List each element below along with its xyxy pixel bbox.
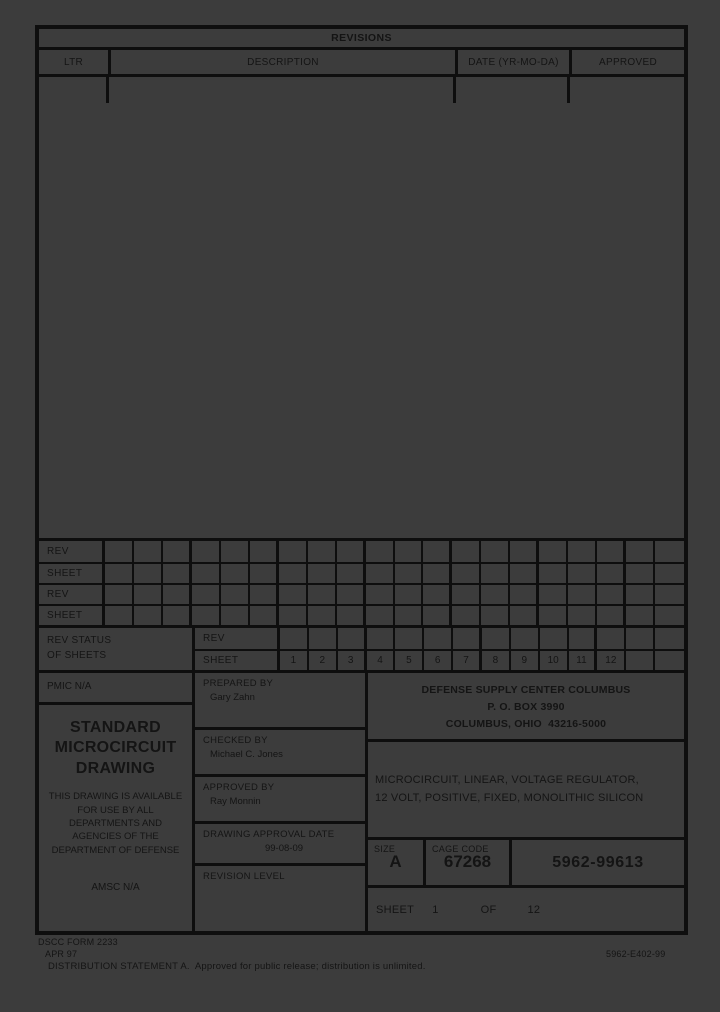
- rev-grid-cell: [192, 562, 221, 583]
- sheet-number-cell: 12: [597, 649, 626, 670]
- rev-status-cell: [597, 628, 626, 649]
- rev-status-label-line1: REV STATUS: [47, 635, 112, 646]
- rev-grid-cell: [105, 541, 134, 562]
- cage-code-label: CAGE CODE: [432, 844, 489, 854]
- rev-grid-cell: [163, 604, 192, 625]
- rev-grid-cell: [308, 604, 337, 625]
- rev-grid-cell: [626, 562, 655, 583]
- rev-grid-cell: [510, 604, 539, 625]
- form-number: DSCC FORM 2233: [38, 937, 118, 947]
- rev-status-cell: [367, 628, 396, 649]
- rev-grid-cell: [250, 583, 279, 604]
- rev-grid-cell: [423, 604, 452, 625]
- drawing-number: 5962-99613: [552, 853, 644, 871]
- rev-grid-cell: [395, 583, 424, 604]
- col-header-date: DATE (YR-MO-DA): [455, 50, 569, 74]
- sheet-number-cell: 7: [453, 649, 482, 670]
- revision-level-cell: [195, 866, 365, 931]
- agency-cell: [368, 673, 684, 742]
- rev-grid-cell: [395, 541, 424, 562]
- rev-grid-cell: [568, 583, 597, 604]
- rev-grid-cell: [221, 604, 250, 625]
- rev-grid-cell: [163, 583, 192, 604]
- sheet-number-cell: 4: [367, 649, 396, 670]
- rev-grid-cell: [510, 583, 539, 604]
- rev-grid-cell: [279, 562, 308, 583]
- rev-grid-cell: [279, 583, 308, 604]
- rev-grid-cell: [423, 583, 452, 604]
- rev-grid-cell: [366, 604, 395, 625]
- rev-grid-cell: [423, 541, 452, 562]
- cage-code-cell: [426, 840, 512, 885]
- rev-grid-cell: [452, 604, 481, 625]
- sheet-number-cell: 11: [569, 649, 598, 670]
- rev-status-cell: [655, 628, 684, 649]
- rev-grid-cell: [134, 583, 163, 604]
- rev-grid-cell: [337, 541, 366, 562]
- checked-by-label: CHECKED BY: [203, 735, 268, 746]
- rev-status-cell: [540, 628, 569, 649]
- column-divider-stub: [567, 77, 570, 103]
- rev-grid-cell: [337, 562, 366, 583]
- sheet-number-cell: 10: [540, 649, 569, 670]
- revisions-header-row: [39, 50, 684, 77]
- form-date: APR 97: [45, 949, 78, 959]
- rev-grid-cell: [366, 583, 395, 604]
- rev-grid-cell: [163, 562, 192, 583]
- rev-grid-cell: [395, 604, 424, 625]
- sheet-number-cell: [655, 649, 684, 670]
- rev-grid-cell: [655, 583, 684, 604]
- rev-status-row-label-rev: REV: [195, 628, 280, 649]
- prepared-by-cell: [195, 673, 365, 730]
- col-header-approved: APPROVED: [569, 50, 684, 74]
- rev-grid-cell: [510, 562, 539, 583]
- rev-status-cell: [395, 628, 424, 649]
- sheet-number-cell: 6: [424, 649, 453, 670]
- rev-grid-cell: [597, 604, 626, 625]
- title-block-signature-column: [195, 673, 368, 931]
- prepared-by-label: PREPARED BY: [203, 678, 274, 689]
- rev-grid-cell: [279, 541, 308, 562]
- rev-grid-cell: [655, 562, 684, 583]
- rev-grid-cell: [221, 541, 250, 562]
- rev-grid-cell: [134, 604, 163, 625]
- col-header-ltr: LTR: [63, 56, 84, 68]
- sheet-number-cell: 2: [309, 649, 338, 670]
- rev-grid-cell: [105, 562, 134, 583]
- rev-grid-cell: [655, 541, 684, 562]
- sheet-total: 12: [527, 903, 541, 916]
- rev-grid-row-label: REV: [39, 541, 105, 562]
- rev-grid-cell: [597, 541, 626, 562]
- rev-grid-cell: [452, 562, 481, 583]
- approval-date-label: DRAWING APPROVAL DATE: [203, 829, 335, 840]
- smd-title: STANDARD MICROCIRCUIT DRAWING: [54, 719, 177, 777]
- prepared-by-name: Gary Zahn: [210, 692, 255, 703]
- device-title-line1: MICROCIRCUIT, LINEAR, VOLTAGE REGULATOR,: [375, 774, 639, 787]
- rev-grid-cell: [568, 604, 597, 625]
- rev-status-cell: [569, 628, 598, 649]
- rev-grid-cell: [568, 541, 597, 562]
- rev-grid-cell: [597, 583, 626, 604]
- sheet-number-cell: 5: [395, 649, 424, 670]
- rev-grid-cell: [192, 541, 221, 562]
- rev-grid-cell: [366, 562, 395, 583]
- rev-grid-cell: [626, 541, 655, 562]
- rev-grid-cell: [597, 562, 626, 583]
- rev-grid-cell: [163, 541, 192, 562]
- rev-status-cell: [424, 628, 453, 649]
- pmic-cell: PMIC N/A: [39, 673, 192, 705]
- document-id: 5962-E402-99: [606, 949, 666, 959]
- approval-date-cell: [195, 824, 365, 866]
- revisions-title: REVISIONS: [39, 29, 684, 50]
- rev-grid-cell: [279, 604, 308, 625]
- smd-form: [35, 25, 688, 935]
- rev-grid-cell: [134, 562, 163, 583]
- rev-grid-cell: [452, 583, 481, 604]
- rev-grid-cell: [481, 583, 510, 604]
- approval-date-value: 99-08-09: [264, 843, 304, 854]
- rev-grid-row-label: SHEET: [39, 604, 105, 625]
- rev-grid-cell: [481, 541, 510, 562]
- rev-grid-cell: [337, 604, 366, 625]
- checked-by-name: Michael C. Jones: [210, 749, 283, 760]
- rev-grid-cell: [308, 541, 337, 562]
- rev-grid-row-label: REV: [39, 583, 105, 604]
- sheet-number-cell: [626, 649, 655, 670]
- approved-by-label: APPROVED BY: [203, 782, 275, 793]
- sheet-row: [368, 888, 684, 931]
- device-title-cell: [368, 742, 684, 840]
- size-value: A: [389, 852, 402, 871]
- rev-grid-cell: [308, 562, 337, 583]
- rev-grid-cell: [192, 604, 221, 625]
- rev-grid-cell: [250, 604, 279, 625]
- rev-status-label-line2: OF SHEETS: [47, 650, 107, 661]
- size-cell: [368, 840, 426, 885]
- rev-grid-cell: [221, 562, 250, 583]
- smd-cell: [39, 705, 192, 931]
- approved-by-cell: [195, 777, 365, 824]
- rev-grid-cell: [539, 562, 568, 583]
- rev-status-cell: [453, 628, 482, 649]
- title-block-left-column: [39, 673, 195, 931]
- agency-po-box: P. O. BOX 3990: [487, 700, 565, 713]
- rev-grid-cell: [626, 583, 655, 604]
- rev-grid-cell: [510, 541, 539, 562]
- rev-status-cell: [511, 628, 540, 649]
- rev-grid-cell: [539, 541, 568, 562]
- checked-by-cell: [195, 730, 365, 777]
- rev-grid-cell: [134, 541, 163, 562]
- sheet-number-cell: 1: [280, 649, 309, 670]
- rev-grid-cell: [366, 541, 395, 562]
- approved-by-name: Ray Monnin: [210, 796, 261, 807]
- cage-code-value: 67268: [443, 852, 492, 871]
- sheet-number-cell: 9: [511, 649, 540, 670]
- rev-grid-cell: [250, 562, 279, 583]
- device-title-line2: 12 VOLT, POSITIVE, FIXED, MONOLITHIC SILICON: [375, 791, 644, 804]
- rev-status-block: [39, 628, 684, 673]
- column-divider-stub: [106, 77, 109, 103]
- revision-level-label: REVISION LEVEL: [203, 871, 285, 882]
- rev-grid-row-label: SHEET: [39, 562, 105, 583]
- sheet-number-cell: 3: [338, 649, 367, 670]
- sheet-label: SHEET: [376, 903, 415, 916]
- column-divider-stub: [453, 77, 456, 103]
- agency-city: COLUMBUS, OHIO 43216-5000: [445, 717, 607, 730]
- rev-grid-cell: [481, 604, 510, 625]
- rev-grid-cell: [308, 583, 337, 604]
- rev-grid-cell: [481, 562, 510, 583]
- rev-status-cell: [482, 628, 511, 649]
- size-row: [368, 840, 684, 888]
- rev-grid-cell: [626, 604, 655, 625]
- distribution-statement: DISTRIBUTION STATEMENT A. Approved for public release; distribution is unlimited.: [48, 961, 426, 972]
- rev-status-cell: [309, 628, 338, 649]
- rev-status-row-label-sheet: SHEET: [195, 649, 280, 670]
- of-label: OF: [480, 903, 497, 916]
- rev-grid-cell: [539, 604, 568, 625]
- rev-grid-cell: [423, 562, 452, 583]
- availability-note: THIS DRAWING IS AVAILABLE FOR USE BY ALL DEPARTMENTS AND AGENCIES OF THE DEPARTMENT OF DEFENSE: [48, 791, 183, 856]
- rev-grid-cell: [395, 562, 424, 583]
- sheet-number: 1: [432, 903, 439, 916]
- title-block-right-column: [368, 673, 684, 931]
- rev-grid-cell: [250, 541, 279, 562]
- rev-grid-cell: [105, 583, 134, 604]
- title-block: [39, 673, 684, 931]
- rev-status-cell: [338, 628, 367, 649]
- rev-status-label: [39, 628, 195, 670]
- amsc-note: AMSC N/A: [91, 881, 140, 893]
- rev-grid-cell: [337, 583, 366, 604]
- rev-status-cell: [626, 628, 655, 649]
- rev-grid-cell: [192, 583, 221, 604]
- agency-name: DEFENSE SUPPLY CENTER COLUMBUS: [421, 684, 631, 696]
- size-label: SIZE: [374, 844, 396, 854]
- rev-grid-cell: [539, 583, 568, 604]
- rev-status-cell: [280, 628, 309, 649]
- rev-grid-cell: [221, 583, 250, 604]
- col-header-description: DESCRIPTION: [108, 50, 455, 74]
- rev-grid-cell: [568, 562, 597, 583]
- sheet-number-cell: 8: [482, 649, 511, 670]
- rev-grid-cell: [452, 541, 481, 562]
- rev-grid-cell: [655, 604, 684, 625]
- rev-grid: [39, 538, 684, 628]
- rev-grid-cell: [105, 604, 134, 625]
- rev-status-grid: [195, 628, 684, 670]
